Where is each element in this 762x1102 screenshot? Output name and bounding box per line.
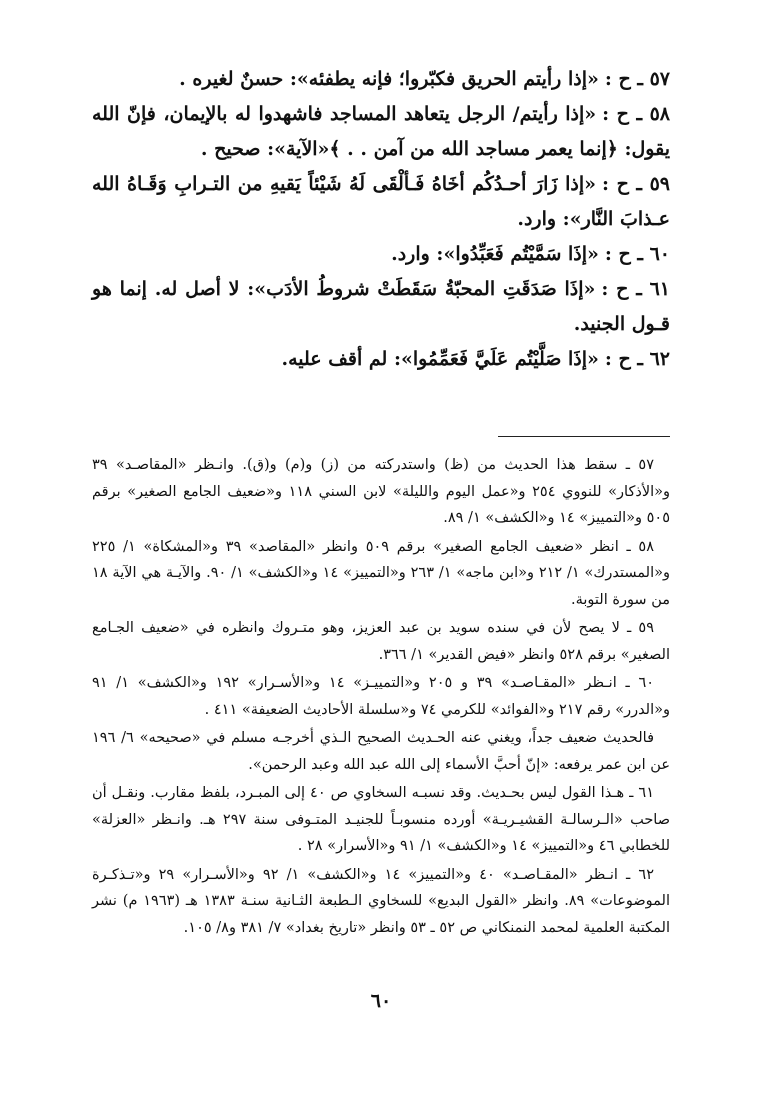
entry-number: ٦٠ ـ ح : [604, 243, 670, 265]
footnote-59: ٥٩ ـ لا يصح لأن في سنده سويد بن عبد العزيز، وهو متـروك وانظره في «ضعيف الجـامع الصغير» برقم ٥٢٨ وانظر «فيض القدير» ١/ ٣٦٦. [92, 620, 670, 663]
entry-number: ٥٧ ـ ح : [604, 68, 670, 90]
entry-text: «إذا رأيتم/ الرجل يتعاهد المساجد فاشهدوا له بالإيمان، فإنّ الله يقول: ﴿إنما يعمر مساجد الله من آمن . . ﴾«الآية»: صحيح . [92, 103, 670, 160]
footnote-60: ٦٠ ـ انـظر «المقـاصـد» ٣٩ و ٢٠٥ و«التمييـز» ١٤ و«الأسـرار» ١٩٢ و«الكشف» ١/ ٩١ و«الدرر» رقم ٢١٧ و«الفوائد» للكرمي ٧٤ و«سلسلة الأحاديث الضعيفة» ٤١١ . [92, 675, 670, 718]
footnote-61: ٦١ ـ هـذا القول ليس بحـديث. وقد نسبـه السخاوي ص ٤٠ إلى المبـرد، بلفظ مقارب. ونقـل أن صاحب «الـرسالـة القشيـريـة» أورده منسوبـاً للجنيـد المتـوفى سنة ٢٩٧ هـ. وانـظر «العزلة» للخطابي ٤٦ و«التمييز» ١٤ و«الكشف» ١/ ٩١ و«الأسرار» ٢٨ . [92, 785, 671, 854]
footnote-57: ٥٧ ـ سقط هذا الحديث من (ظ) واستدركته من (ز) و(م) و(ق). وانـظر «المقاصـد» ٣٩ و«الأذكار» للنووي ٢٥٤ و«عمل اليوم والليلة» لابن السني ١١٨ و«ضعيف الجامع الصغير» برقم ٥٠٥ و«التمييز» ١٤ و«الكشف» ١/ ٨٩. [92, 457, 671, 526]
entry-text: «إذَا صَلَّيْتُم عَلَيَّ فَعَمِّمُوا»: لم أقف عليه. [281, 348, 599, 370]
footnote-62: ٦٢ ـ انـظر «المقـاصـد» ٤٠ و«التمييز» ١٤ و«الكشف» ١/ ٩٢ و«الأسـرار» ٢٩ و«تـذكـرة الموضوعات» ٨٩. وانظر «القول البديع» للسخاوي الـطبعة الثـانية سنـة ١٣٨٣ هـ (١٩٦٣ م) نشر المكتبة العلمية لمحمد النمنكاني ص ٥٢ ـ ٥٣ وانظر «تاريخ بغداد» ٧/ ٣٨١ و٨/ ١٠٥. [92, 866, 670, 936]
entry-text: «إذَا سَمَّيْتُم فَعَبِّدُوا»: وارد. [391, 243, 599, 265]
hadith-entry-57 [92, 62, 670, 97]
entry-number: ٦١ ـ ح : [601, 278, 670, 300]
entry-number: ٦٢ ـ ح : [604, 348, 670, 370]
entry-number: ٥٨ ـ ح : [602, 103, 670, 125]
footnote-60-continued: فالحديث ضعيف جداً، ويغني عنه الحـديث الصحيح الـذي أخرجـه مسلم في «صحيحه» ٦/ ١٩٦ عن ابن عمر يرفعه: «إنّ أحبَّ الأسماء إلى الله عبد الله وعبد الرحمن». [92, 730, 670, 773]
entry-text: «إذَا صَدَقَتِ المحبّةُ سَقَطَتْ شروطُ الأدَب»: لا أصل له. إنما هو قـول الجنيد. [92, 278, 670, 335]
entry-text: «إذا زَارَ أحـدُكُم أخَاهُ فَـألْقَى لَهُ شَيْئاً يَقيهِ من التـرابِ وَقَـاهُ الله عـذابَ النَّار»: وارد. [92, 173, 670, 230]
footnote-divider [498, 436, 670, 437]
hadith-entry-58 [92, 97, 670, 167]
footnotes [92, 452, 670, 943]
hadith-entry-61 [92, 272, 670, 342]
hadith-entry-62 [92, 342, 670, 377]
hadith-entry-60 [92, 237, 670, 272]
entry-text: «إذا رأيتم الحريق فكبّروا؛ فإنه يطفئه»: حسنٌ لغيره . [179, 68, 599, 90]
hadith-entries [92, 62, 670, 377]
page-number: ٦٠ [370, 990, 392, 1012]
entry-number: ٥٩ ـ ح : [602, 173, 670, 195]
footnote-58: ٥٨ ـ انظر «ضعيف الجامع الصغير» برقم ٥٠٩ وانظر «المقاصد» ٣٩ و«المشكاة» ١/ ٢٢٥ و«المستدرك» ١/ ٢١٢ و«ابن ماجه» ١/ ٢٦٣ و«التمييز» ١٤ و«الكشف» ١/ ٩٠. والآيـة هي الآية ١٨ من سورة التوبة. [92, 538, 671, 608]
hadith-entry-59 [92, 167, 670, 237]
